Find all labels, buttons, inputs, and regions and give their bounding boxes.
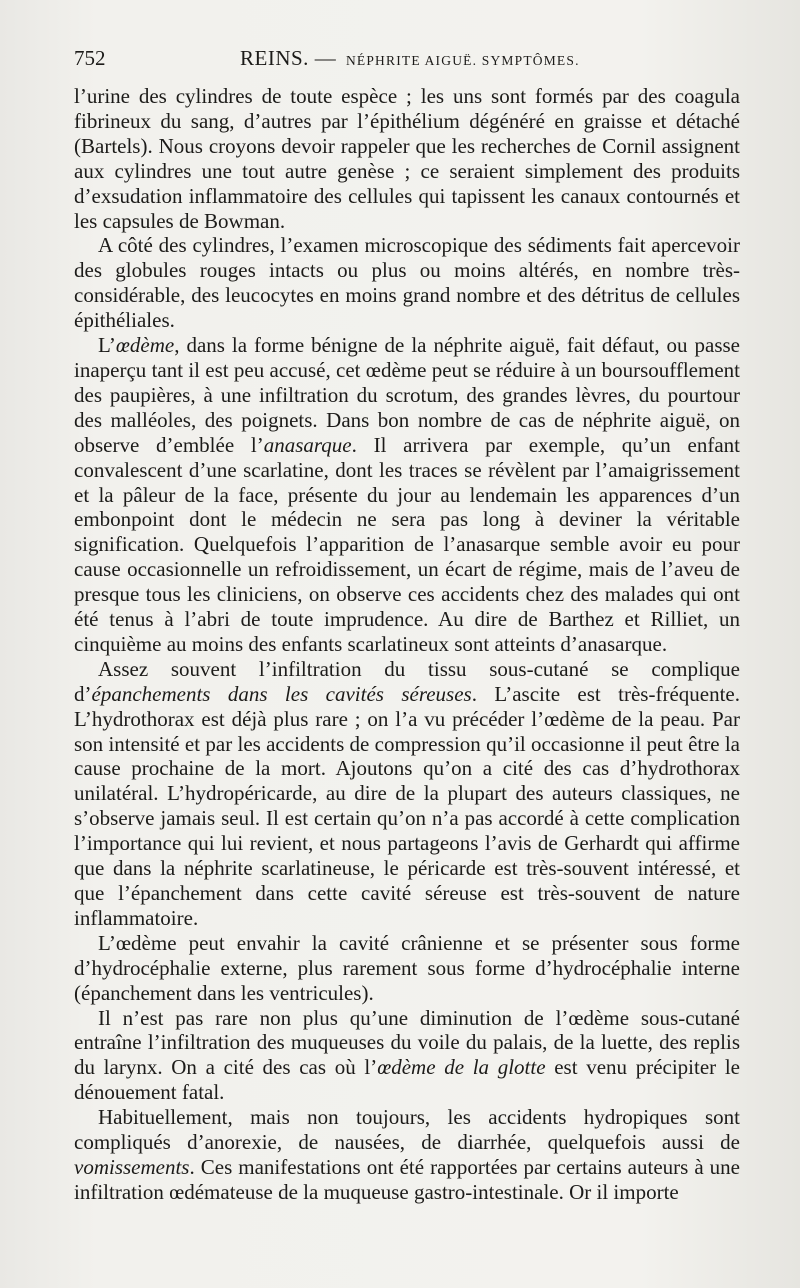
text-run: , dans la forme bénigne de la néphrite aiguë, fait défaut, ou passe inaperçu tant il est peu accusé, cet œdème peut se réduire à un boursoufflement des paupières, à une infiltration du scrotum, des grandes lèvres, du pourtour des malléoles, des poignets. Dans bon nombre de cas de néphrite aiguë, on observe d’emblée l’ (74, 333, 740, 457)
paragraph (74, 931, 740, 1006)
text-run: est venu précipiter le dénouement fatal. (74, 1055, 740, 1105)
section-subtitle: NÉPHRITE AIGUË. SYMPTÔMES. (345, 53, 580, 68)
italic-term: œdème de la glotte (377, 1055, 546, 1080)
paragraph (74, 657, 740, 931)
italic-term: œdème (115, 333, 175, 358)
paragraph (74, 233, 740, 333)
italic-term: épanchements dans les cavités séreuses (91, 681, 472, 706)
header-dash: — (314, 46, 337, 70)
text-run: . L’ascite est très-fréquente. L’hydrothorax est déjà plus rare ; on l’a vu précéder l’œdème de la peau. Par son intensité et par les accidents de compression qu’il occasionne il peut être la cause prochaine de la mort. Ajoutons qu’on a cité des cas d’hydrothorax unilatéral. L’hydropéricarde, au dire de la plupart des auteurs classiques, ne s’observe jamais seul. Il est certain qu’on n’a pas accordé à cette complication l’importance qui lui revient, et nous partageons l’avis de Gerhardt qui affirme que dans la néphrite scarlatineuse, le péricarde est très-souvent intéressé, et que l’épanchement dans cette cavité séreuse est très-souvent de nature inflammatoire. (74, 681, 740, 930)
paragraph (74, 1006, 740, 1106)
text-run: Assez souvent l’infiltration du tissu sous-cutané se complique d’ (74, 656, 740, 706)
text-run: Habituellement, mais non toujours, les accidents hydropiques sont compliqués d’anorexie, de nausées, de diarrhée, quelquefois aussi de (74, 1105, 740, 1155)
text-run: Il n’est pas rare non plus qu’une diminution de l’œdème sous-cutané entraîne l’infiltration des muqueuses du voile du palais, de la luette, des replis du larynx. On a cité des cas où l’ (74, 1005, 740, 1080)
text-run: L’ (98, 333, 116, 358)
paragraph (74, 1105, 740, 1205)
text-run: A côté des cylindres, l’examen microscopique des sédiments fait apercevoir des globules rouges intacts ou plus ou moins altérés, en nombre très-considérable, des leucocytes en moins grand nombre et des détritus de cellules épithéliales. (74, 233, 740, 333)
text-run: . Il arrivera par exemple, qu’un enfant convalescent d’une scarlatine, dont les traces se révèlent par l’amaigrissement et la pâleur de la face, présente du jour au lendemain les apparences d’un embonpoint dont le médecin ne sera pas long à deviner la véritable signification. Quelquefois l’apparition de l’anasarque semble avoir eu pour cause occasionnelle un refroidissement, un écart de régime, mais de l’aveu de presque tous les cliniciens, on observe ces accidents chez des malades qui ont été tenus à l’abri de toute imprudence. Au dire de Barthez et Rilliet, un cinquième au moins des enfants scarlatineux sont atteints d’anasarque. (74, 432, 740, 656)
italic-term: anasarque (263, 432, 352, 457)
text-run: . Ces manifestations ont été rapportées par certains auteurs à une infiltration œdémateuse de la muqueuse gastro-intestinale. Or il importe (74, 1154, 740, 1204)
paragraph (74, 84, 740, 233)
running-head (240, 46, 580, 71)
text-run: l’urine des cylindres de toute espèce ; les uns sont formés par des coagula fibrineux du sang, d’autres par l’épithélium dégénéré en graisse et détaché (Bartels). Nous croyons devoir rappeler que les recherches de Cornil assignent aux cylindres une tout autre genèse ; ce seraient simplement des produits d’exsudation inflammatoire des cellules qui tapissent les canaux contournés et les capsules de Bowman. (74, 84, 740, 233)
italic-term: vomissements (74, 1154, 190, 1179)
text-run: L’œdème peut envahir la cavité crânienne et se présenter sous forme d’hydrocéphalie externe, plus rarement sous forme d’hydrocéphalie interne (épanchement dans les ventricules). (74, 930, 740, 1005)
running-header (74, 46, 740, 76)
chapter-title: REINS. (240, 46, 309, 70)
body-text (74, 84, 740, 1205)
page-number: 752 (74, 46, 106, 70)
paragraph (74, 333, 740, 657)
